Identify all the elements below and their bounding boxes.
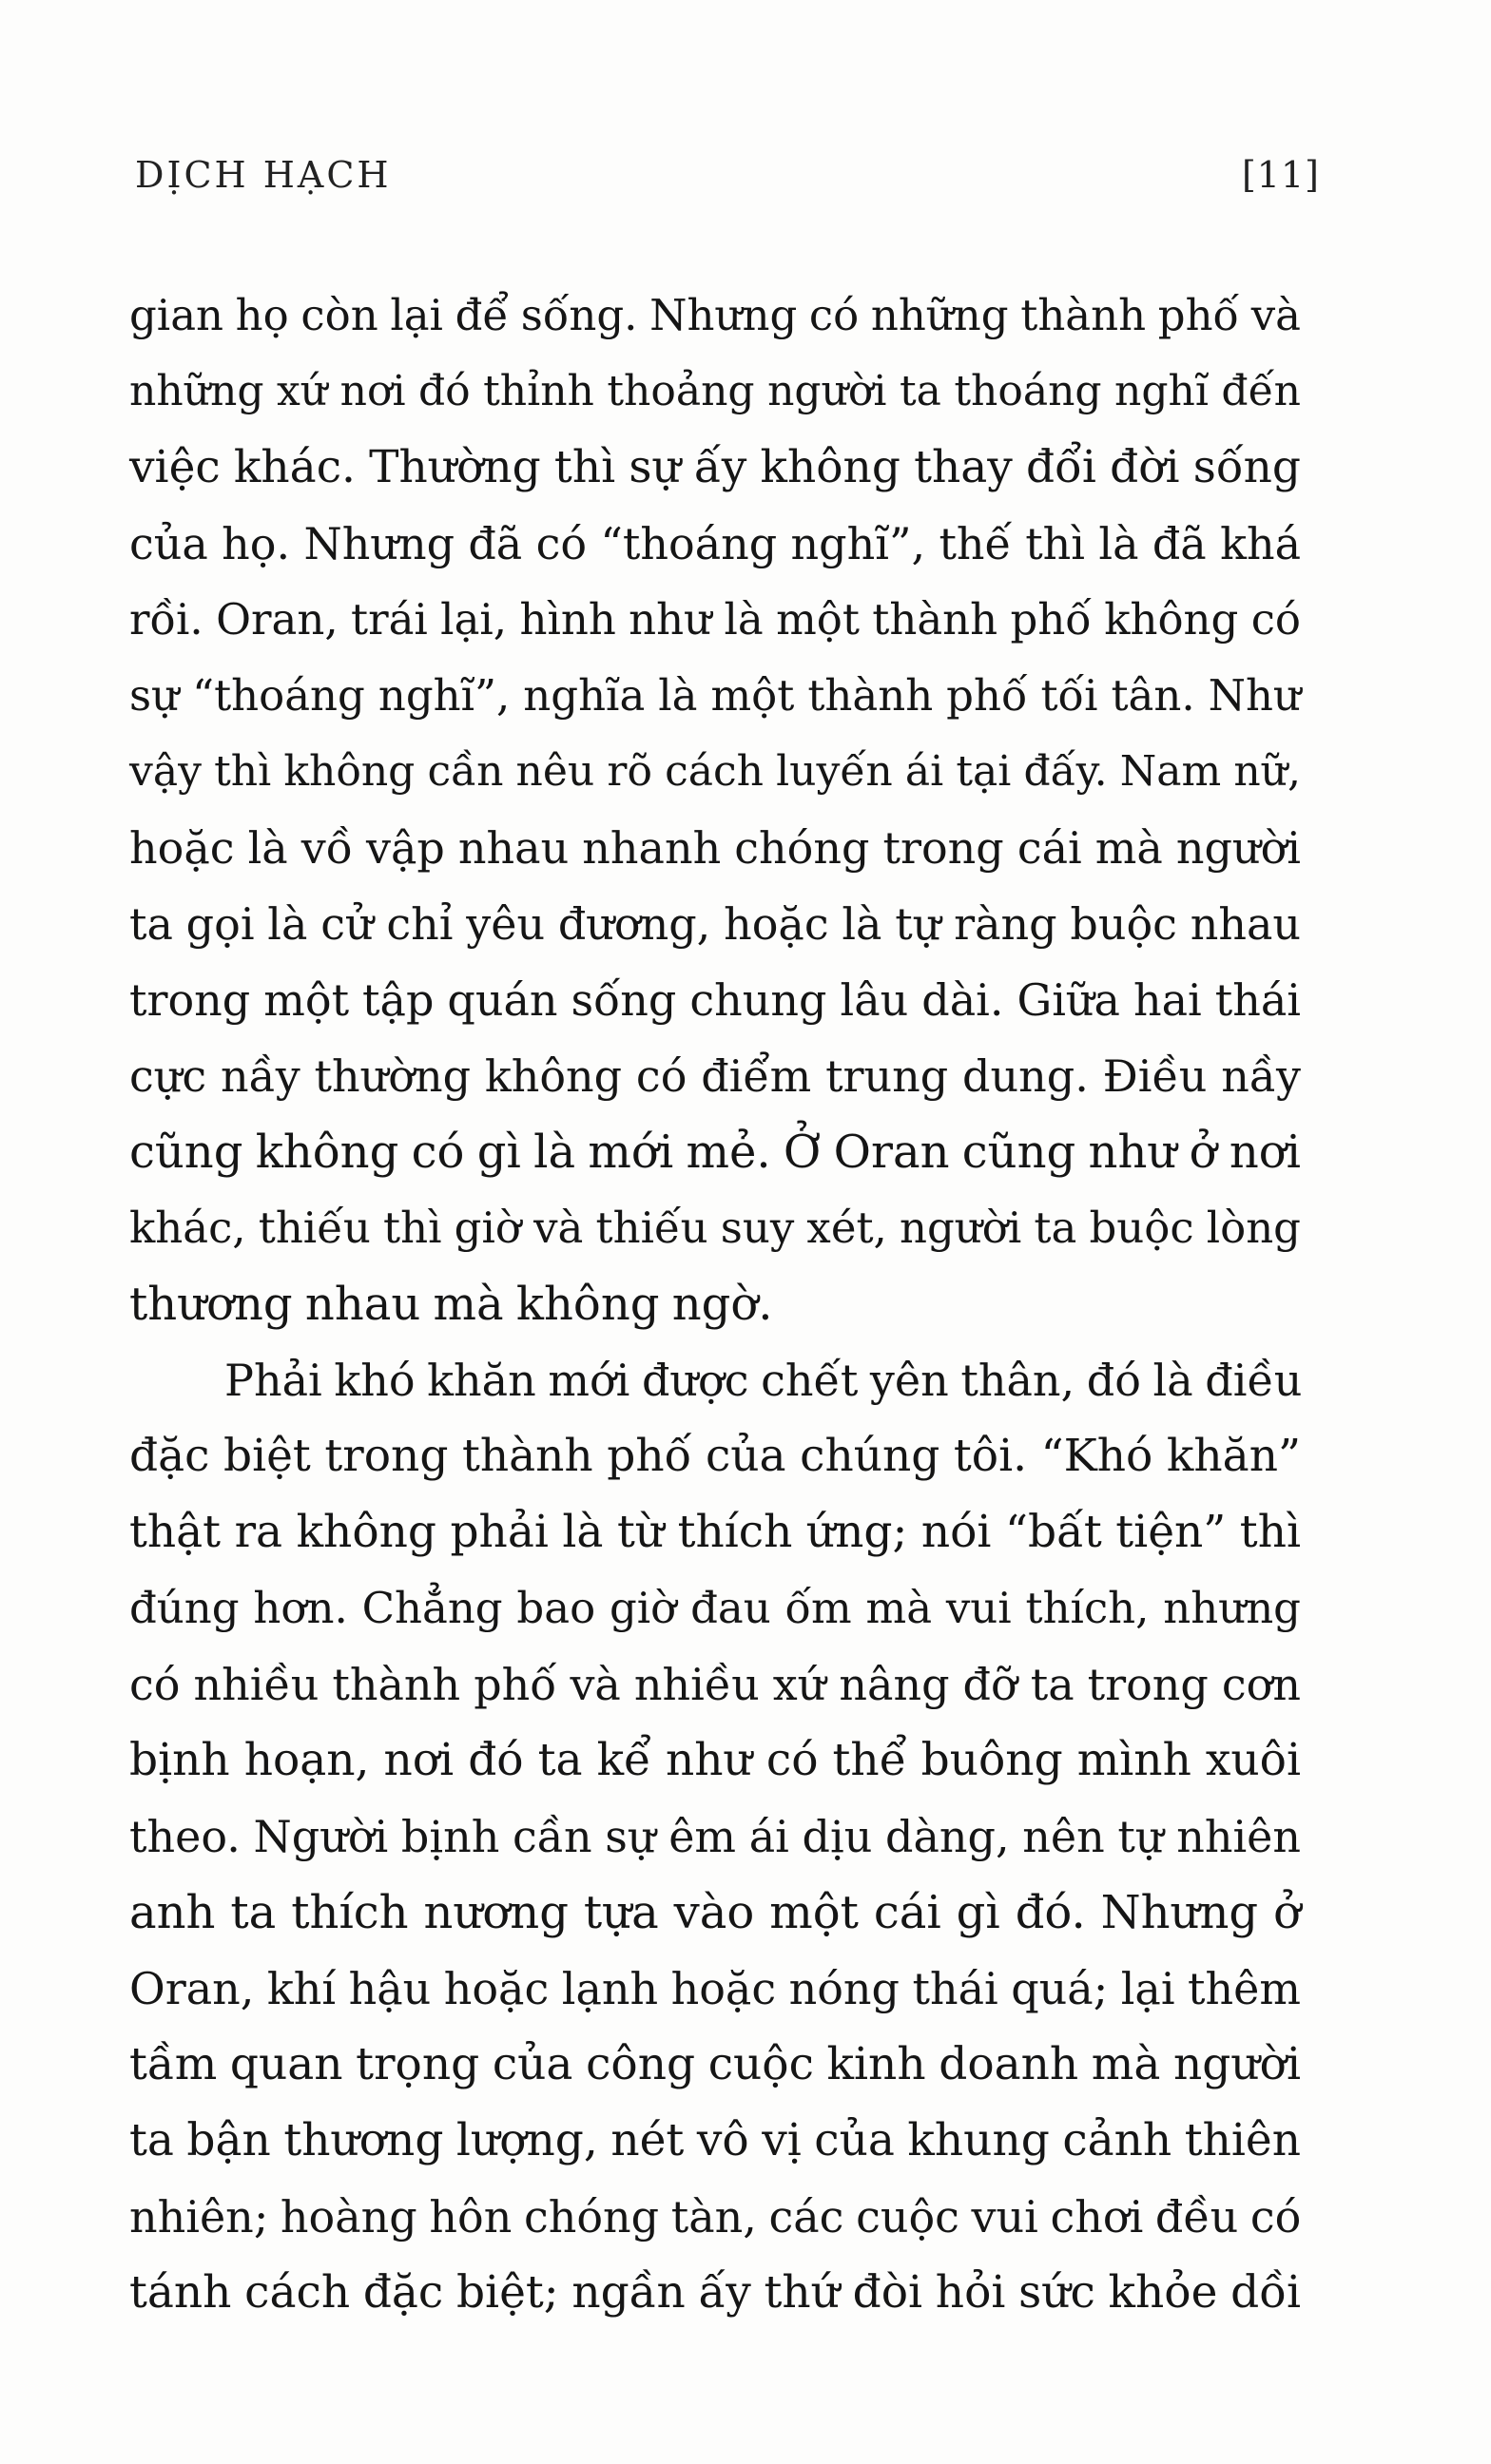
- text-line: tầm quan trọng của công cuộc kinh doanh mà người: [129, 2038, 1301, 2090]
- text-line: thật ra không phải là từ thích ứng; nói “bất tiện” thì: [129, 1506, 1301, 1558]
- running-header: [135, 154, 1320, 202]
- text-line: những xứ nơi đó thỉnh thoảng người ta thoáng nghĩ đến: [129, 367, 1301, 415]
- text-line: đặc biệt trong thành phố của chúng tôi. “Khó khăn”: [129, 1430, 1301, 1482]
- text-line: của họ. Nhưng đã có “thoáng nghĩ”, thế thì là đã khá: [129, 518, 1301, 569]
- text-line: ta bận thương lượng, nét vô vị của khung cảnh thiên: [129, 2114, 1301, 2166]
- text-line: cực nầy thường không có điểm trung dung. Điều nầy: [129, 1050, 1301, 1102]
- text-line: sự “thoáng nghĩ”, nghĩa là một thành phố tối tân. Như: [129, 670, 1301, 721]
- text-line: ta gọi là cử chỉ yêu đương, hoặc là tự ràng buộc nhau: [129, 898, 1301, 950]
- text-line: theo. Người bịnh cần sự êm ái dịu dàng, nên tự nhiên: [129, 1811, 1301, 1862]
- book-title: DỊCH HẠCH: [135, 154, 392, 196]
- text-line: hoặc là vồ vập nhau nhanh chóng trong cái mà người: [129, 822, 1301, 874]
- text-line: trong một tập quán sống chung lâu dài. Giữa hai thái: [129, 974, 1301, 1026]
- text-line: tánh cách đặc biệt; ngần ấy thứ đòi hỏi sức khỏe dồi: [129, 2266, 1301, 2319]
- text-line: vậy thì không cần nêu rõ cách luyến ái tại đấy. Nam nữ,: [129, 747, 1301, 796]
- text-line: gian họ còn lại để sống. Nhưng có những thành phố và: [129, 290, 1301, 340]
- paragraph-2: [129, 1342, 1301, 2331]
- text-line: thương nhau mà không ngờ.: [129, 1278, 773, 1331]
- text-line: bịnh hoạn, nơi đó ta kể như có thể buông mình xuôi: [129, 1734, 1301, 1786]
- text-line: đúng hơn. Chẳng bao giờ đau ốm mà vui thích, nhưng: [129, 1583, 1301, 1633]
- text-line: cũng không có gì là mới mẻ. Ở Oran cũng như ở nơi: [129, 1126, 1301, 1179]
- text-line: rồi. Oran, trái lại, hình như là một thành phố không có: [129, 594, 1301, 645]
- body-text: [129, 278, 1301, 2331]
- text-line: khác, thiếu thì giờ và thiếu suy xét, người ta buộc lòng: [129, 1203, 1301, 1253]
- text-line: nhiên; hoàng hôn chóng tàn, các cuộc vui chơi đều có: [129, 2191, 1302, 2243]
- text-line: anh ta thích nương tựa vào một cái gì đó. Nhưng ở: [129, 1886, 1301, 1939]
- text-line: việc khác. Thường thì sự ấy không thay đổi đời sống: [129, 441, 1301, 493]
- text-line: Phải khó khăn mới được chết yên thân, đó là điều: [224, 1355, 1303, 1406]
- page-number: [11]: [1241, 154, 1320, 196]
- text-line: Oran, khí hậu hoặc lạnh hoặc nóng thái quá; lại thêm: [129, 1963, 1301, 2014]
- text-line: có nhiều thành phố và nhiều xứ nâng đỡ ta trong cơn: [129, 1659, 1301, 1710]
- paragraph-1: [129, 278, 1301, 1342]
